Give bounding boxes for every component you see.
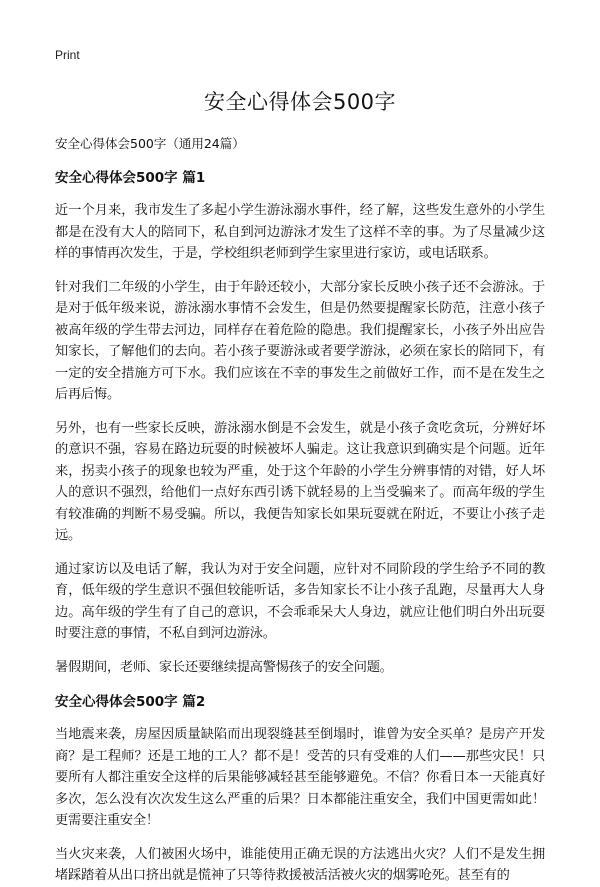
paragraph: 针对我们二年级的小学生，由于年龄还较小，大部分家长反映小孩子还不会游泳。于是对于低年级来说，游泳溺水事情不会发生，但是仍然要提醒家长防范，注意小孩子被高年级的学生带去河边，同样存在着危险的隐患。我们提醒家长，小孩子外出应告知家长，了解他们的去向。若小孩子要游泳或者要学游泳，必须在家长的陪同下，有一定的安全措施方可下水。我们应该在不幸的事发生之前做好工作，而不是在发生之后再后悔。 xyxy=(55,279,545,402)
paragraph: 暑假期间，老师、家长还要继续提高警惕孩子的安全问题。 xyxy=(55,659,393,675)
document-subtitle: 安全心得体会500字（通用24篇） xyxy=(55,136,245,151)
section-heading-2: 安全心得体会500字 篇2 xyxy=(55,694,206,710)
paragraph: 当火灾来袭，人们被困火场中，谁能使用正确无误的方法逃出火灾？人们不是发生拥堵踩踏着从出口挤出就是慌神了只等待救援被活活被火灾的烟雾呛死。甚至有的 xyxy=(55,846,545,883)
paragraph: 另外，也有一些家长反映，游泳溺水倒是不会发生，就是小孩子贪吃贪玩，分辨好坏的意识不强，容易在路边玩耍的时候被坏人骗走。这让我意识到确实是个问题。近年来，拐卖小孩子的现象也较为严重，处于这个年龄的小学生分辨事情的对错，好人坏人的意识不强烈，给他们一点好东西引诱下就轻易的上当受骗来了。而高年级的学生有较准确的判断不易受骗。所以，我便告知家长如果玩耍就在附近，不要让小孩子走远。 xyxy=(55,420,545,543)
document-title: 安全心得体会500字 xyxy=(203,90,397,114)
print-link[interactable]: Print xyxy=(55,48,80,62)
paragraph: 通过家访以及电话了解，我认为对于安全问题，应针对不同阶段的学生给予不同的教育，低年级的学生意识不强但较能听话，多告知家长不让小孩子乱跑，尽量再大人身边。高年级的学生有了自己的意识，不会乖乖呆大人身边，就应让他们明白外出玩耍时要注意的事情，不私自到河边游泳。 xyxy=(55,561,545,641)
paragraph: 当地震来袭，房屋因质量缺陷而出现裂缝甚至倒塌时，谁曾为安全买单？是房产开发商？是工程师？还是工地的工人？都不是！受苦的只有受难的人们——那些灾民！只要所有人都注重安全这样的后果能够减轻甚至能够避免。不信？你看日本一天能真好多次，怎么没有次次发生这么严重的后果？日本都能注重安全，我们中国更需如此！更需要注重安全！ xyxy=(55,727,545,828)
section-heading-1: 安全心得体会500字 篇1 xyxy=(55,170,206,186)
paragraph: 近一个月来，我市发生了多起小学生游泳溺水事件，经了解，这些发生意外的小学生都是在没有大人的陪同下，私自到河边游泳才发生了这样不幸的事。为了尽量减少这样的事情再次发生，于是，学校组织老师到学生家里进行家访，或电话联系。 xyxy=(55,203,545,261)
